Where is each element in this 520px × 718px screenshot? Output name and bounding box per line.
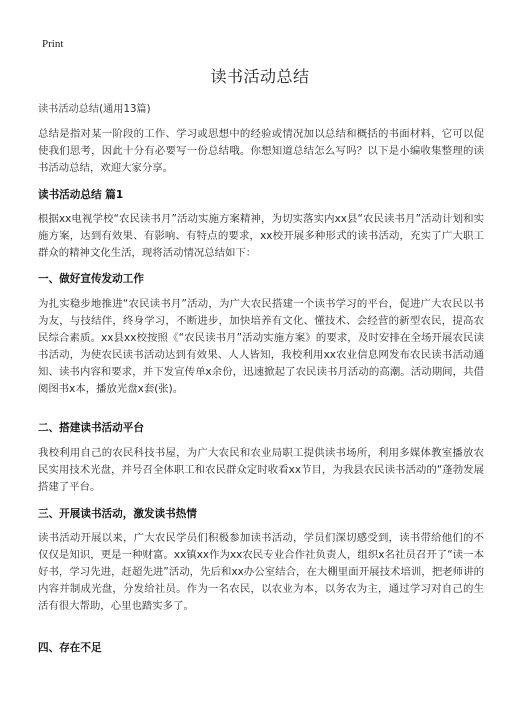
paragraph-publicity: 为扎实稳步地推进“农民读书月”活动，为广大农民搭建一个读书学习的平台，促进广大农民以书为友，与技结伴，终身学习，不断进步，加快培养有文化、懂技术、会经营的新型农民，提高农民综合素质。xx县xx校按照《“农民读书月”活动实施方案》的要求，及时安排在全场开展农民读书活动，为使农民读书活动达到有效果、人人皆知，我校利用xx农业信息网发布农民读书活动通知、读书内容和要求，并下发宣传单x余份，迅速掀起了农民读书月活动的高潮。活动期间，共借阅图书x本，播放光盘x套(张)。 <box>38 298 484 395</box>
page-title: 读书活动总结 <box>210 67 310 86</box>
print-link[interactable]: Print <box>42 38 64 50</box>
heading-publicity: 一、做好宣传发动工作 <box>38 273 144 285</box>
heading-activities: 三、开展读书活动，激发读书热情 <box>38 508 197 520</box>
heading-shortcomings: 四、存在不足 <box>38 642 102 654</box>
heading-platform: 二、搭建读书活动平台 <box>38 422 144 434</box>
section-intro-paragraph: 根据xx电视学校“农民读书月”活动实施方案精神，为切实落实内xx县“农民读书月”活动计划和实施方案，达到有效果、有影响、有特点的要求，xx校开展多种形式的读书活动，充实了广大职工群众的精神文化生活，现将活动情况总结如下： <box>38 213 484 259</box>
document-subtitle: 读书活动总结(通用13篇) <box>38 104 151 115</box>
intro-paragraph: 总结是指对某一阶段的工作、学习或思想中的经验或情况加以总结和概括的书面材料，它可以促使我们思考，因此十分有必要写一份总结哦。你想知道总结怎么写吗？以下是小编收集整理的读书活动总结，欢迎大家分享。 <box>38 128 484 174</box>
paragraph-platform: 我校利用自己的农民科技书屋，为广大农民和农业局职工提供读书场所，利用多媒体教室播放农民实用技术光盘，并号召全体职工和农民群众定时收看xx节目，为我县农民读书活动的“蓬勃发展搭建了平台。 <box>38 447 484 493</box>
paragraph-activities: 读书活动开展以来，广大农民学员们积极参加读书活动，学员们深切感受到，读书带给他们的不仅仅是知识，更是一种财富。xx镇xx作为xx农民专业合作社负责人，组织x名社员召开了“读一本好书，学习先进，赶超先进”活动，先后和xx办公室结合，在大棚里面开展技术培训，把老师讲的内容并制成光盘，分发给社员。作为一名农民，以农业为本，以务农为主，通过学习对自己的生活有很大帮助，心里也踏实多了。 <box>38 532 484 612</box>
section-title: 读书活动总结 篇1 <box>38 189 124 201</box>
